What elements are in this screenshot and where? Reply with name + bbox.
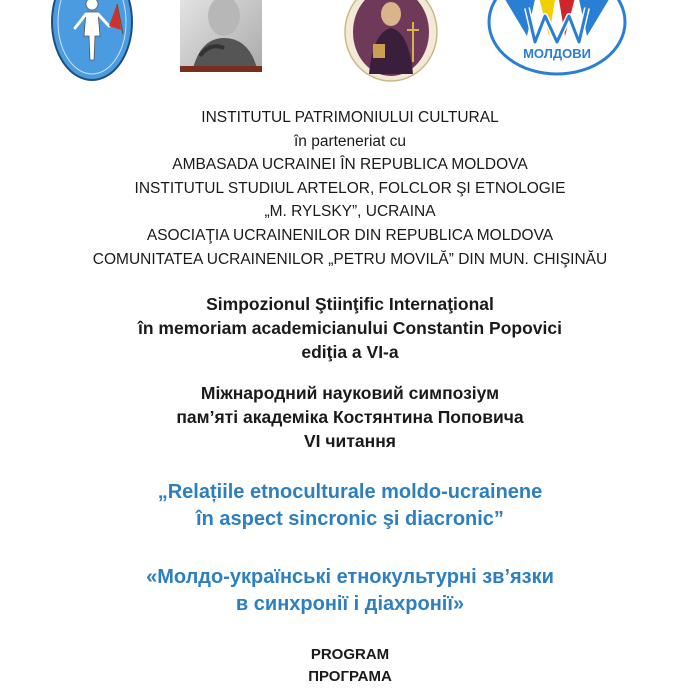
emblem-caption: МОЛДОВИ xyxy=(523,46,591,61)
partner-community: COMUNITATEA UCRAINENILOR „PETRU MOVILĂ” DIN MUN. CHIŞINĂU xyxy=(92,250,608,268)
popovici-portrait xyxy=(180,0,262,72)
ukrainian-association-emblem xyxy=(487,0,627,76)
theme-ua-line2: в синхронії і діахронії» xyxy=(235,593,465,615)
program-label-ua: ПРОГРАМА xyxy=(308,668,392,685)
association-logo-icon xyxy=(487,0,627,76)
partnership-phrase: în parteneriat cu xyxy=(293,132,406,150)
angel-figure-icon xyxy=(51,0,133,82)
theme-title-ua xyxy=(0,564,700,618)
program-heading xyxy=(0,644,700,688)
symposium-ro-line2: în memoriam academicianului Constantin Popovici xyxy=(138,318,562,338)
theme-ro-line1: „Relațiile etnoculturale moldo-ucrainene xyxy=(157,481,543,503)
theme-ro-line2: în aspect sincronic şi diacronic” xyxy=(196,508,504,530)
theme-ua-line1: «Молдо-українські етнокультурні зв’язки xyxy=(146,566,554,588)
partner-institute: INSTITUTUL STUDIUL ARTELOR, FOLCLOR ŞI ETNOLOGIE xyxy=(134,179,566,197)
symposium-title-ro xyxy=(0,292,700,364)
partner-association: ASOCIAŢIA UCRAINENILOR DIN REPUBLICA MOLDOVA xyxy=(146,226,554,244)
symposium-ua-edition: VI читання xyxy=(304,431,396,451)
patrimony-emblem xyxy=(51,0,133,82)
symposium-ro-edition: ediţia a VI-a xyxy=(301,342,399,362)
partner-embassy: AMBASADA UCRAINEI ÎN REPUBLICA MOLDOVA xyxy=(172,156,528,174)
theme-title-ro xyxy=(0,479,700,533)
symposium-ua-line1: Міжнародний науковий симпозіум xyxy=(200,383,500,403)
symposium-title-ua xyxy=(0,381,700,453)
symposium-ua-line2: пам’яті академіка Костянтина Поповича xyxy=(176,407,524,427)
portrait-photo-icon xyxy=(180,0,262,72)
movila-portrait xyxy=(343,0,439,82)
logo-strip xyxy=(0,0,700,92)
organizer-name: INSTITUTUL PATRIMONIULUI CULTURAL xyxy=(201,109,499,126)
partner-institute-name: „M. RYLSKY”, UCRAINA xyxy=(264,203,436,221)
program-label-ro: PROGRAM xyxy=(310,646,390,663)
symposium-ro-line1: Simpozionul Ştiinţific Internaţional xyxy=(206,294,494,314)
partners-block xyxy=(0,106,700,271)
icon-painting-icon xyxy=(343,0,439,82)
